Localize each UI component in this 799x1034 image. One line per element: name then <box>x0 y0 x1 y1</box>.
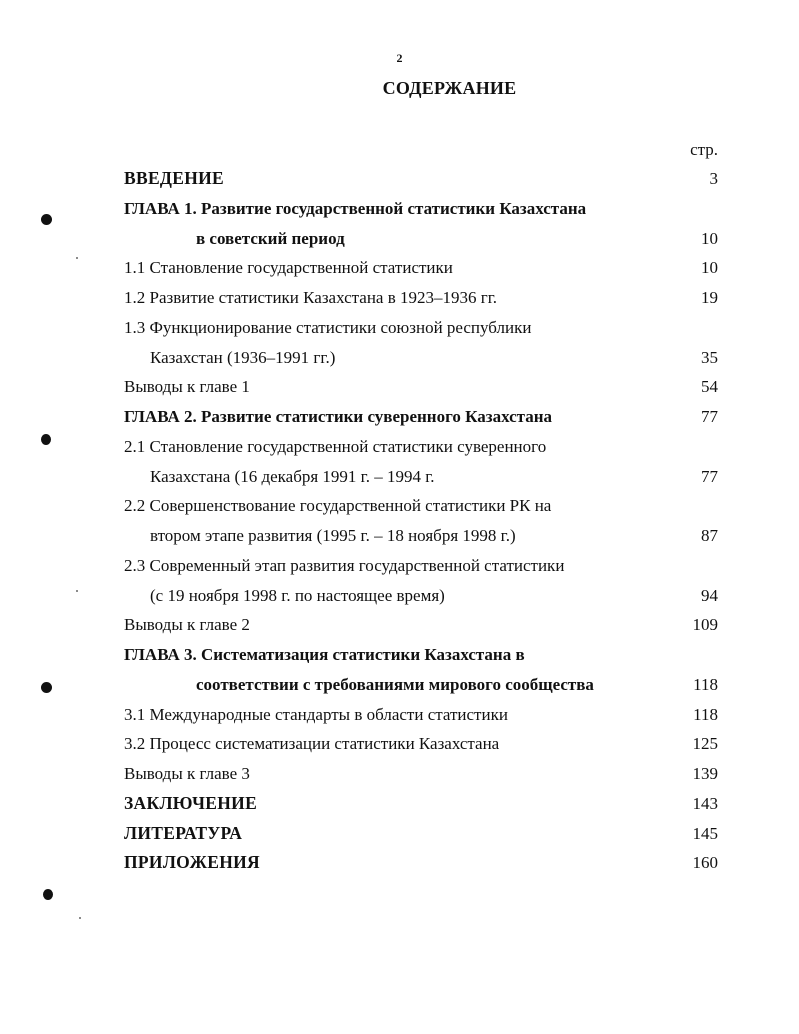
toc-entry-3-1 <box>0 700 799 730</box>
binding-hole-mark <box>41 214 52 225</box>
toc-entry-page: 3 <box>709 169 718 188</box>
toc-entry-title: 3.2 Процесс систематизации статистики Казахстана <box>124 734 500 754</box>
toc-entry-page: 77 <box>701 407 718 426</box>
toc-entry-page: 125 <box>692 734 718 754</box>
toc-entry-title: ПРИЛОЖЕНИЯ <box>124 852 260 873</box>
toc-entry-title: ГЛАВА 1. Развитие государственной статистики Казахстана <box>124 198 587 218</box>
toc-entry-page: 143 <box>692 793 718 813</box>
toc-entry-2-2-cont <box>0 521 799 551</box>
toc-entry-title: ГЛАВА 3. Систематизация статистики Казахстана в <box>124 645 525 664</box>
toc-entry-title: Выводы к главе 1 <box>124 377 250 397</box>
toc-entry-chapter-3-cont <box>0 670 799 700</box>
toc-entry-title: 1.3 Функционирование статистики союзной республики <box>124 317 532 337</box>
toc-entry-title: 2.2 Совершенствование государственной статистики РК на <box>124 496 552 516</box>
toc-entry-2-1 <box>0 432 799 462</box>
toc-entry-page: 118 <box>693 674 718 694</box>
toc-entry-title: 2.3 Современный этап развития государственной статистики <box>124 555 565 575</box>
page-column-header: стр. <box>690 140 718 159</box>
toc-entry-3-2 <box>0 729 799 759</box>
toc-entry-chapter-3 <box>0 640 799 670</box>
toc-entry-page: 160 <box>692 853 718 873</box>
toc-entry-1-2 <box>0 283 799 313</box>
toc-entry-2-3-cont <box>0 581 799 611</box>
toc-entry-title: (с 19 ноября 1998 г. по настоящее время) <box>150 585 445 605</box>
toc-entry-page: 19 <box>701 288 718 307</box>
toc-entry-page: 77 <box>701 466 718 486</box>
toc-entry-title: 2.1 Становление государственной статистики суверенного <box>124 436 547 456</box>
toc-entry-page: 10 <box>701 228 718 248</box>
toc-entry-chapter-1-cont <box>0 224 799 254</box>
page-number: 2 <box>396 51 403 65</box>
toc-entry-page: 139 <box>692 764 718 783</box>
toc-entry-title: в советский период <box>196 228 345 248</box>
toc-entry-page: 118 <box>693 704 718 724</box>
toc-entry-chapter-2 <box>0 402 799 432</box>
toc-entry-title: втором этапе развития (1995 г. – 18 ноября 1998 г.) <box>150 526 516 545</box>
toc-entry-chapter-1 <box>0 194 799 224</box>
toc-entry-conclusion <box>0 789 799 819</box>
toc-entry-conclusions-1 <box>0 372 799 402</box>
page-title: СОДЕРЖАНИЕ <box>382 78 517 98</box>
toc-entry-page: 109 <box>692 615 718 635</box>
toc-entry-conclusions-3 <box>0 759 799 789</box>
toc-entry-introduction <box>0 164 799 194</box>
table-of-contents <box>0 164 799 878</box>
binding-hole-mark <box>43 889 53 900</box>
toc-entry-title: 3.1 Международные стандарты в области статистики <box>124 704 508 724</box>
scan-speck <box>76 257 78 259</box>
toc-entry-page: 54 <box>701 377 718 397</box>
toc-entry-title: ГЛАВА 2. Развитие статистики суверенного Казахстана <box>124 407 552 426</box>
toc-entry-2-1-cont <box>0 462 799 492</box>
toc-entry-1-3-cont <box>0 343 799 373</box>
toc-entry-appendices <box>0 848 799 878</box>
binding-hole-mark <box>41 434 51 445</box>
toc-entry-title: ЗАКЛЮЧЕНИЕ <box>124 792 258 813</box>
scan-speck <box>79 917 81 919</box>
toc-entry-page: 87 <box>701 526 718 545</box>
toc-entry-page: 35 <box>701 347 718 367</box>
toc-entry-page: 10 <box>701 258 718 278</box>
toc-entry-title: ЛИТЕРАТУРА <box>124 822 243 843</box>
toc-entry-title: Выводы к главе 2 <box>124 615 250 635</box>
toc-entry-1-3 <box>0 313 799 343</box>
toc-entry-title: Казахстан (1936–1991 гг.) <box>150 347 336 367</box>
toc-entry-title: соответствии с требованиями мирового сообщества <box>196 674 594 694</box>
toc-entry-title: Казахстана (16 декабря 1991 г. – 1994 г. <box>150 466 435 486</box>
toc-entry-title: ВВЕДЕНИЕ <box>124 168 225 188</box>
binding-hole-mark <box>41 682 52 693</box>
toc-entry-1-1 <box>0 253 799 283</box>
toc-entry-page: 94 <box>701 585 718 605</box>
toc-entry-literature <box>0 819 799 849</box>
toc-entry-title: 1.2 Развитие статистики Казахстана в 1923–1936 гг. <box>124 288 498 307</box>
toc-entry-2-3 <box>0 551 799 581</box>
toc-entry-conclusions-2 <box>0 610 799 640</box>
scan-speck <box>76 590 78 592</box>
toc-entry-title: 1.1 Становление государственной статистики <box>124 258 453 278</box>
toc-entry-page: 145 <box>692 823 718 843</box>
toc-entry-title: Выводы к главе 3 <box>124 764 250 783</box>
toc-entry-2-2 <box>0 491 799 521</box>
